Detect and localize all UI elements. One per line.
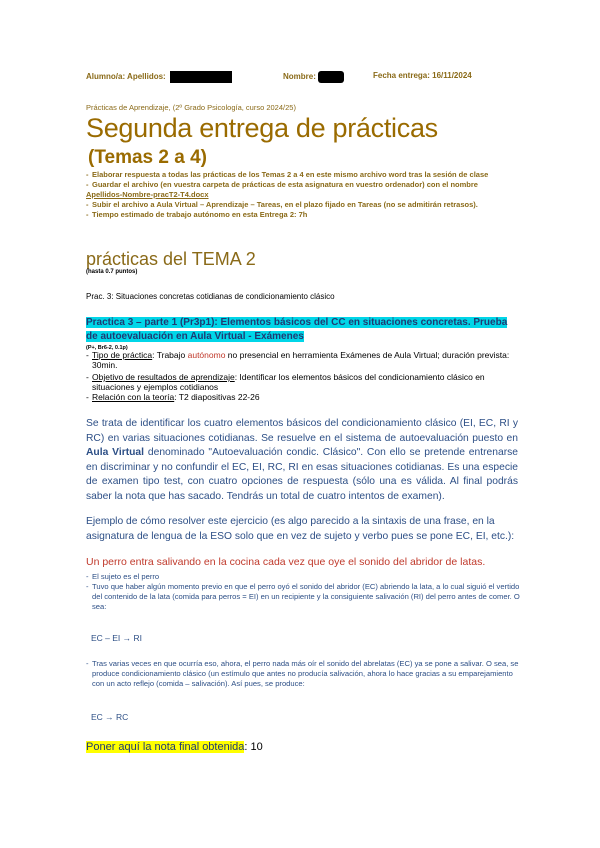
item-text: : Identificar los elementos básicos del condicionamiento clásico en situaciones y ejemplos cotidianos: [92, 372, 485, 392]
formula-2: EC → RC: [91, 712, 129, 722]
redacted-name: [318, 71, 344, 83]
practica-meta: (P+, Br6-2, 0.1p): [86, 345, 128, 351]
practica-item-theory: [86, 393, 526, 403]
course-line: Prácticas de Aprendizaje, (2º Grado Psicología, curso 2024/25): [86, 103, 296, 112]
example-bullet: - El sujeto es el perro: [86, 572, 522, 582]
delivery-date: Fecha entrega: 16/11/2024: [373, 71, 472, 80]
item-label: Objetivo de resultados de aprendizaje: [92, 372, 235, 382]
final-grade-value[interactable]: 10: [250, 741, 263, 753]
final-grade-colon: :: [244, 741, 251, 753]
item-label: Relación con la teoría: [92, 392, 175, 402]
redacted-surname: [170, 71, 232, 83]
filename-link[interactable]: Apellidos-Nombre-pracT2-T4.docx: [86, 190, 209, 199]
instructions: [86, 170, 526, 220]
example-bullet: - Tras varias veces en que ocurría eso, ahora, el perro nada más oír el sonido del abrelatas (EC) ya se pone a salivar. O sea, se produce condicionamiento clásico (un estímulo que antes no producía salivación, ahora lo hace gracias a su emparejamiento con un acto reflejo (comida – salivación). Así pues, se produce:: [86, 659, 522, 689]
name-header: [283, 71, 344, 83]
item-label: Tipo de práctica: [92, 350, 153, 360]
example-bullets: [86, 572, 522, 612]
student-header: [86, 71, 232, 83]
formula-1: EC – EI → RI: [91, 633, 143, 643]
practica-heading: [86, 316, 518, 344]
instruction-item: - Elaborar respuesta a todas las prácticas de los Temas 2 a 4 en este mismo archivo word tras la sesión de clase: [86, 170, 526, 180]
section-title: prácticas del TEMA 2: [86, 249, 256, 269]
practica-heading-text: Practica 3 – parte 1 (Pr3p1): Elementos básicos del CC en situaciones concretas. Prueba de autoevaluación en Aula Virtual - Exámenes: [86, 317, 508, 342]
name-label: Nombre:: [283, 72, 316, 82]
instruction-item: - Tiempo estimado de trabajo autónomo en esta Entrega 2: 7h: [86, 210, 526, 220]
section-points: (hasta 0.7 puntos): [86, 269, 138, 275]
para1-text: denominado "Autoevaluación condic. Clásico". Con ello se pretende entrenarse en discriminar y no confundir el EC, EI, RC, RI en esas situaciones cotidianas. Es una especie de examen tipo test, con cuatro opciones de respuesta (sólo una es válida. Al final podrás saber la nota que has sacado. Tendrás un total de cuatro intentos de examen).: [86, 447, 518, 502]
student-label: Alumno/a: Apellidos:: [86, 72, 166, 82]
item-text: : T2 diapositivas 22-26: [174, 392, 260, 402]
para1-bold: Aula Virtual: [86, 447, 145, 458]
prac-line: Prac. 3: Situaciones concretas cotidianas de condicionamiento clásico: [86, 292, 335, 301]
para1-text: Se trata de identificar los cuatro elementos básicos del condicionamiento clásico (EI, EC, RI y RC) en varias situaciones cotidianas. Se resuelve en el sistema de autoevaluación puesto en: [86, 418, 518, 444]
item-text: no presencial en herramienta Exámenes de Aula Virtual; duración prevista: 30min.: [92, 350, 510, 370]
example-bullet: - Tuvo que haber algún momento previo en que el perro oyó el sonido del abridor (EC) abriendo la lata, a lo cual siguió el vertido del contenido de la lata (comida para perros = EI) en un recipiente y la consiguiente salivación (RI) del perro antes de comer. O sea:: [86, 582, 522, 612]
item-highlight: autónomo: [187, 350, 226, 360]
final-grade-label: Poner aquí la nota final obtenida: [86, 741, 245, 753]
practica-item-type: [86, 351, 526, 370]
final-grade: [86, 741, 263, 753]
instruction-item: - Subir el archivo a Aula Virtual – Aprendizaje – Tareas, en el plazo fijado en Tareas (no se admitirán retrasos).: [86, 200, 526, 210]
item-text: : Trabajo: [152, 350, 188, 360]
body-paragraph-2: Ejemplo de cómo resolver este ejercicio (es algo parecido a la sintaxis de una frase, en la asignatura de lengua de la ESO solo que en vez de sujeto y verbo pues se pone EC, EI, etc.):: [86, 516, 515, 542]
practica-items: [86, 351, 526, 403]
example-bullets-2: [86, 659, 522, 689]
example-sentence: Un perro entra salivando en la cocina cada vez que oye el sonido del abridor de latas.: [86, 556, 486, 568]
page-title: Segunda entrega de prácticas: [86, 113, 438, 143]
instruction-item: - Guardar el archivo (en vuestra carpeta de prácticas de esta asignatura en vuestro ordenador) con el nombre: [86, 180, 526, 190]
practica-item-objective: [86, 373, 526, 392]
body-paragraph-1: [86, 417, 518, 504]
page-subtitle: (Temas 2 a 4): [88, 147, 207, 168]
